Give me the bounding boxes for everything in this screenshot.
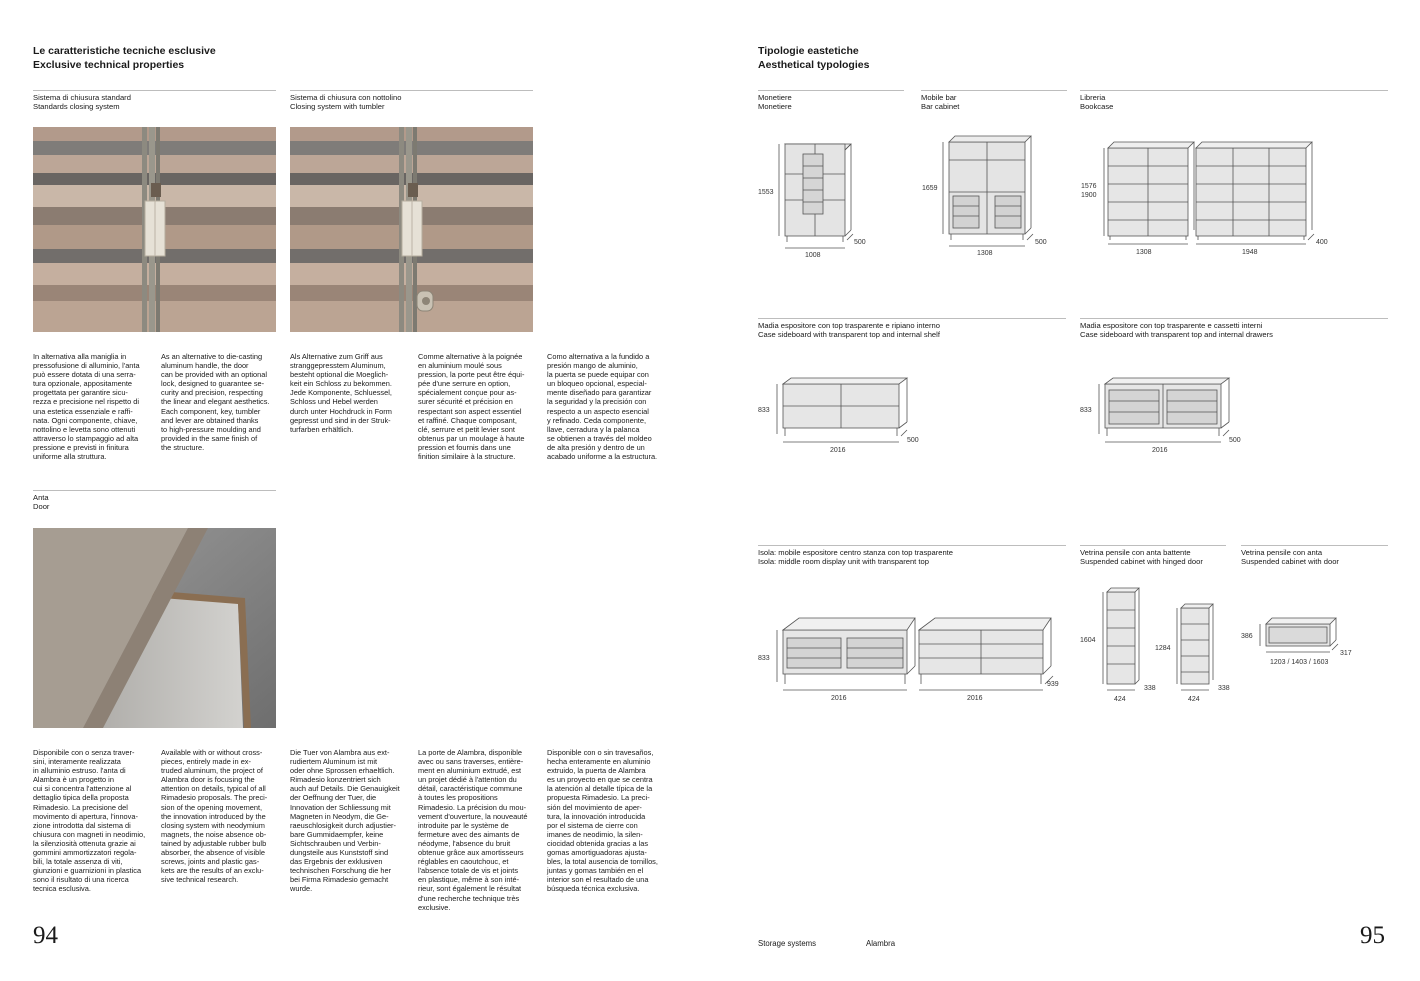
divider xyxy=(1080,90,1388,91)
standard-closing-photo xyxy=(33,127,276,332)
svg-text:500: 500 xyxy=(1229,437,1241,444)
left-page-title xyxy=(33,45,216,72)
section-label-door: Anta Door xyxy=(33,493,50,511)
hinged-cabinet-drawing xyxy=(1077,584,1237,706)
closing-text-it: In alternativa alla maniglia in pressofusione di alluminio, l'anta può essere dotata di una serra- tura opzionale, appositamente progettata per garantire sicu- rezza e precisione nel rispetto di una estetica essenziale e raffi- nata. Ogni componente, chiave, nottolino e levetta sono ottenuti attraverso lo stampaggio ad alta pressione e previsti in finitura uniforme alla struttura. xyxy=(33,352,140,462)
closing-text-de: Als Alternative zum Griff aus stranggepresstem Aluminum, besteht optional die Moeglich- keit ein Schloss zu bekommen. Jede Komponente, Schluessel, Schloss und Hebel werden durch unter Hochdruck in Form gepresst und sind in der Struk- turfarben erhältlich. xyxy=(290,352,392,434)
svg-text:1308: 1308 xyxy=(977,250,993,257)
svg-text:1308: 1308 xyxy=(1136,249,1152,256)
closing-text-fr: Comme alternative à la poignée en aluminium moulé sous pression, la porte peut être équi- pée d'une serrure en option, spécialement conçue pour as- surer sécurité et précision en respectant son aspect essentiel et raffiné. Chaque composant, clé, serrure et petit levier sont obtenus par un moulage à haute pression et fournis dans une finition similaire à la structure. xyxy=(418,352,525,462)
svg-text:338: 338 xyxy=(1144,685,1156,692)
isola-drawing xyxy=(755,610,1065,706)
typology-label-mobile-bar: Mobile bar Bar cabinet xyxy=(921,93,960,111)
title-en: Exclusive technical properties xyxy=(33,58,185,71)
libreria-drawing xyxy=(1078,136,1338,260)
typology-label-hinged-cabinet: Vetrina pensile con anta battente Suspended cabinet with hinged door xyxy=(1080,548,1203,566)
divider xyxy=(758,545,1066,546)
svg-text:1553: 1553 xyxy=(758,189,774,196)
typology-label-case-drawers: Madia espositore con top trasparente e cassetti interni Case sideboard with transparent top and internal drawers xyxy=(1080,321,1273,339)
divider xyxy=(921,90,1067,91)
svg-text:1948: 1948 xyxy=(1242,249,1258,256)
title-en: Aesthetical typologies xyxy=(758,58,870,71)
title-it: Tipologie eastetiche xyxy=(758,45,859,57)
title-it: Le caratteristiche tecniche esclusive xyxy=(33,45,216,57)
typology-label-libreria: Libreria Bookcase xyxy=(1080,93,1114,111)
svg-text:2016: 2016 xyxy=(967,695,983,702)
svg-text:424: 424 xyxy=(1188,696,1200,703)
svg-text:833: 833 xyxy=(758,655,770,662)
divider xyxy=(1080,545,1226,546)
door-text-es: Disponible con o sin travesaños, hecha enteramente en aluminio extruido, la puerta de Alambra es un proyecto en que se centra la atención al detalle típica de la propuesta Rimadesio. La preci- sión del movimiento de aper- tura, la innovación introducida por el sistema de cierre con imanes de neodimio, la silen- ciocidad obtenida gracias a las gomas amortiguadoras ajusta- bles, la total ausencia de tornillos, juntas y gomas también en el interior son el resultado de una búsqueda técnica exclusiva. xyxy=(547,748,658,894)
door-text-fr: La porte de Alambra, disponible avec ou sans traverses, entière- ment en aluminium extrudé, est un projet dédié à l'attention du détail, caractéristique commune à toutes les propositions Rimadesio. La précision du mou- vement d'ouverture, la nouveauté introduite par le système de fermeture avec des aimants de néodyme, l'absence du bruit obtenue grâce aux amortisseurs réglables en caoutchouc, et l'absence totale de vis et joints en plastique, même à son inté- rieur, sont également le résultat d'une recherche technique très exclusive. xyxy=(418,748,528,912)
divider xyxy=(758,318,1066,319)
svg-text:1203 / 1403 / 1603: 1203 / 1403 / 1603 xyxy=(1270,659,1329,666)
svg-text:317: 317 xyxy=(1340,650,1352,657)
typology-label-monetiere: Monetiere Monetiere xyxy=(758,93,792,111)
monetiere-drawing xyxy=(755,132,905,260)
svg-text:939: 939 xyxy=(1047,681,1059,688)
door-text-de: Die Tuer von Alambra aus ext- rudiertem Aluminum ist mit oder ohne Sprossen erhaeltlich. Rimadesio konzentriert sich auch auf Details. Die Genauigkeit der Oeffnung der Tuer, die Innovation der Schliessung mit Magneten in Neodym, die Ge- raeuschlosigkeit durch adjustier- bare Gummidaempfer, keine Sichtschrauben und Verbin- dungsteile aus Kunststoff sind das Ergebnis der exklusiven technischen Forschung die her bei Firma Rimadesio gemacht wurde. xyxy=(290,748,400,894)
svg-text:424: 424 xyxy=(1114,696,1126,703)
divider xyxy=(33,490,276,491)
divider xyxy=(1241,545,1388,546)
svg-text:1284: 1284 xyxy=(1155,645,1171,652)
page-number-left: 94 xyxy=(33,922,58,949)
door-text-en: Available with or without cross- pieces, entirely made in ex- truded aluminum, the project of Alambra door is focusing the attention on details, typical of all Rimadesio proposals. The preci- sion of the opening movement, the innovation introduced by the closing system with neodymium magnets, the noise absence ob- tained by adjustable rubber bulb absorber, the absence of visible screws, joints and plastic gas- kets are the results of an exclu- sive technical research. xyxy=(161,748,268,885)
tumbler-closing-photo xyxy=(290,127,533,332)
svg-text:1900: 1900 xyxy=(1081,192,1097,199)
typology-label-suspended-cabinet: Vetrina pensile con anta Suspended cabinet with door xyxy=(1241,548,1339,566)
divider xyxy=(1080,318,1388,319)
svg-text:2016: 2016 xyxy=(830,447,846,454)
typology-label-case-shelf: Madia espositore con top trasparente e ripiano interno Case sideboard with transparent top and internal shelf xyxy=(758,321,940,339)
svg-text:500: 500 xyxy=(1035,239,1047,246)
svg-text:2016: 2016 xyxy=(1152,447,1168,454)
svg-text:1604: 1604 xyxy=(1080,637,1096,644)
svg-text:500: 500 xyxy=(907,437,919,444)
suspended-cabinet-drawing xyxy=(1238,612,1358,670)
divider xyxy=(290,90,533,91)
door-photo xyxy=(33,528,276,728)
svg-text:1659: 1659 xyxy=(922,185,938,192)
typology-label-isola: Isola: mobile espositore centro stanza con top trasparente Isola: middle room display unit with transparent top xyxy=(758,548,954,566)
closing-text-en: As an alternative to die-casting aluminum handle, the door can be provided with an optional lock, designed to guarantee se- curity and precision, respecting the linear and elegant aesthetics. Each component, key, tumbler and lever are obtained thanks to high-pressure moulding and provided in the same finish of the structure. xyxy=(161,352,270,452)
svg-text:500: 500 xyxy=(854,239,866,246)
footer-collection: Alambra xyxy=(866,939,896,948)
svg-text:833: 833 xyxy=(1080,407,1092,414)
page-number-right: 95 xyxy=(1360,922,1385,949)
footer-category: Storage systems xyxy=(758,939,817,948)
case-shelf-drawing xyxy=(755,372,935,458)
right-page-title xyxy=(758,45,869,72)
section-label-standard-closing: Sistema di chiusura standard Standards closing system xyxy=(33,93,131,111)
svg-text:386: 386 xyxy=(1241,633,1253,640)
mobile-bar-drawing xyxy=(919,128,1059,260)
closing-text-es: Como alternativa a la fundido a presión mango de aluminio, la puerta se puede equipar con un bloqueo opcional, especial- mente diseñado para garantizar la seguridad y la precisión con respecto a un aspecto esencial y refinado. Ceda componente, llave, cerradura y la palanca se obtienen a través del moldeo de alta presión y dentro de un acabado uniforme a la estructura. xyxy=(547,352,658,462)
svg-text:338: 338 xyxy=(1218,685,1230,692)
section-label-tumbler-closing: Sistema di chiusura con nottolino Closing system with tumbler xyxy=(290,93,402,111)
svg-text:2016: 2016 xyxy=(831,695,847,702)
svg-text:400: 400 xyxy=(1316,239,1328,246)
divider xyxy=(758,90,904,91)
divider xyxy=(33,90,276,91)
svg-text:833: 833 xyxy=(758,407,770,414)
case-drawers-drawing xyxy=(1077,372,1257,458)
svg-text:1008: 1008 xyxy=(805,252,821,259)
svg-text:1576: 1576 xyxy=(1081,183,1097,190)
door-text-it: Disponibile con o senza traver- sini, interamente realizzata in alluminio estruso. l'anta di Alambra è un progetto in cui si concentra l'attenzione al dettaglio tipica della proposta Rimadesio. La precisione del movimento di apertura, l'innova- zione introdotta dal sistema di chiusura con magneti in neodimio, la silenziosità ottenuta grazie ai gommini ammortizzatori regola- bili, la totale assenza di viti, giunzioni e guarnizioni in plastica sono il risultato di una ricerca tecnica esclusiva. xyxy=(33,748,146,894)
